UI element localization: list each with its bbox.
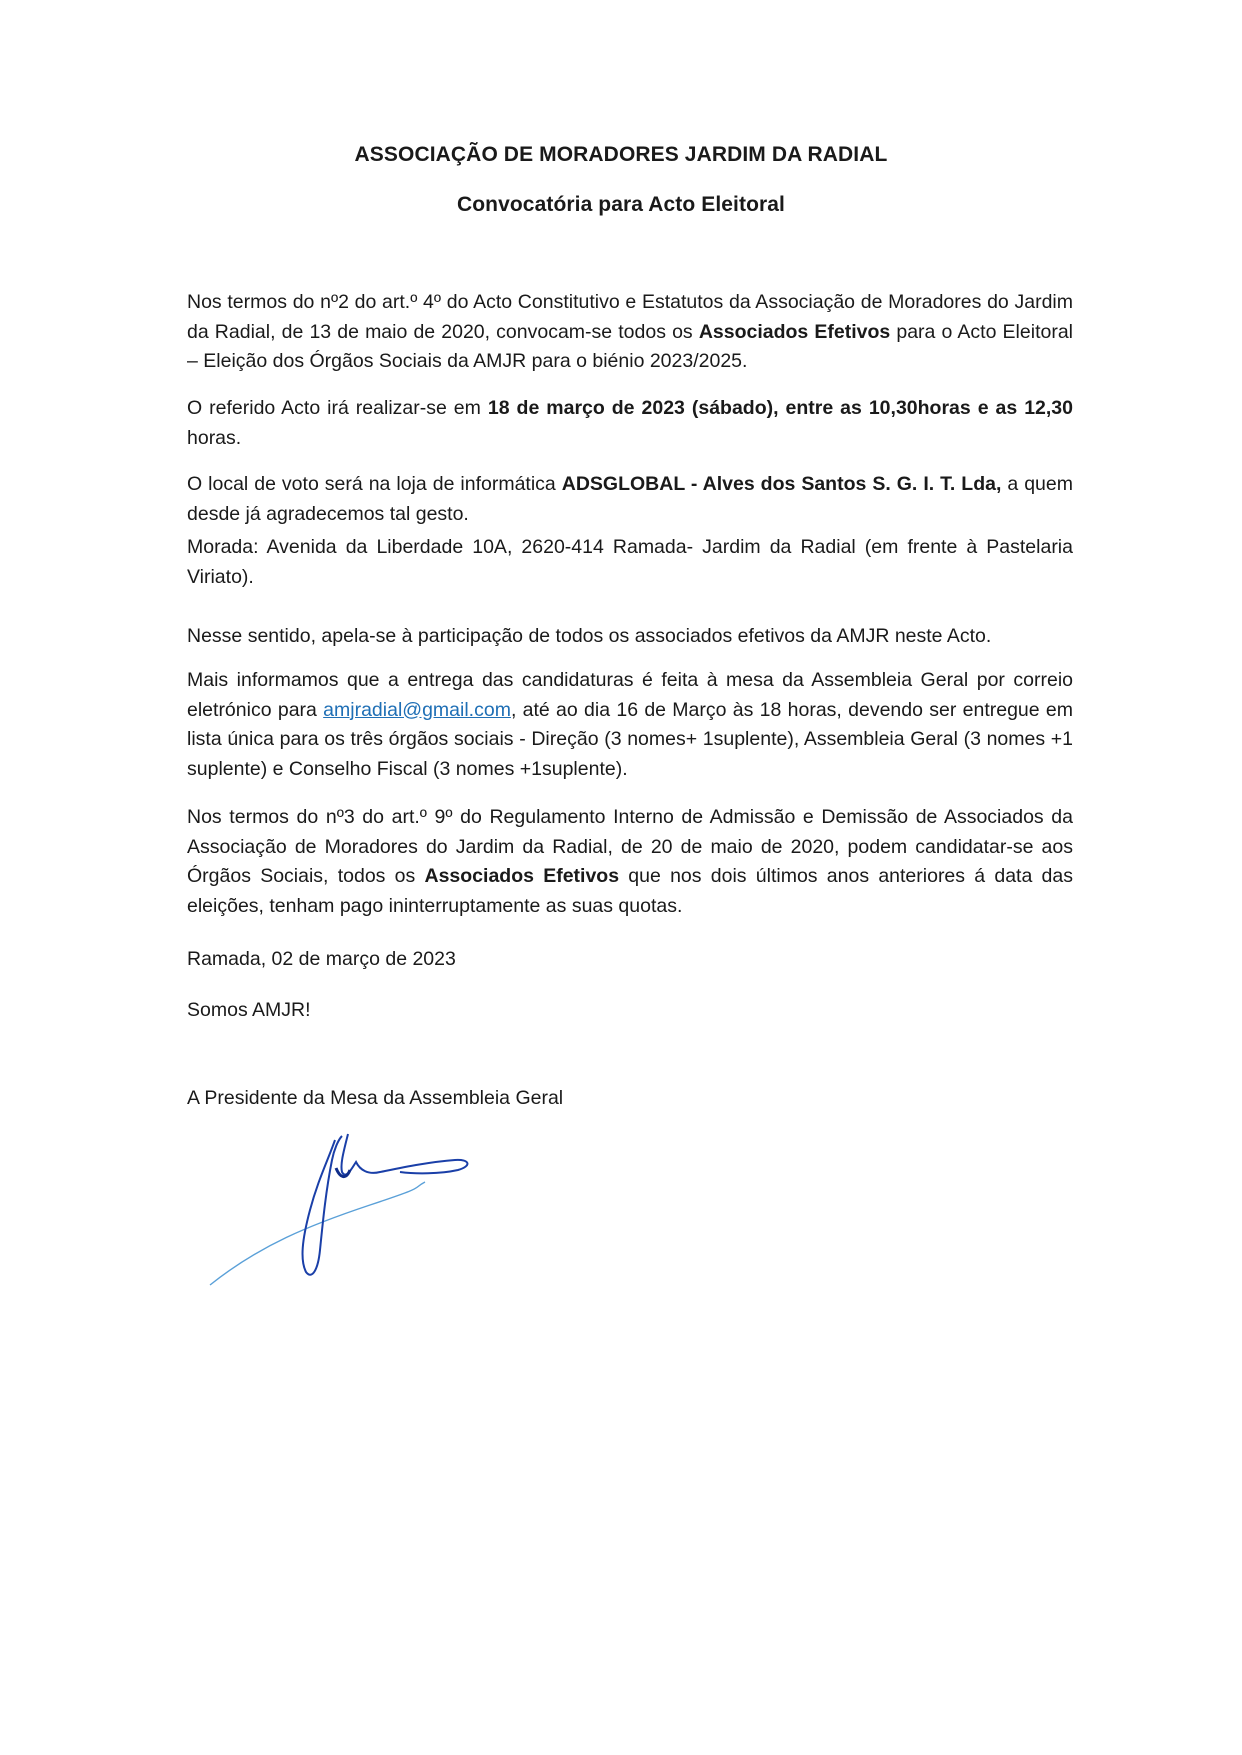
paragraph-date-time bbox=[187, 394, 1073, 453]
paragraph-appeal bbox=[187, 622, 1073, 652]
bold-text: 18 de março de 2023 (sábado), entre as 10,30horas e as 12,30 bbox=[487, 397, 1073, 419]
handwritten-signature bbox=[200, 1120, 500, 1300]
paragraph-text: Nesse sentido, apela-se à participação de todos os associados efetivos da AMJR neste Acto. bbox=[187, 625, 992, 647]
paragraph-text: horas. bbox=[187, 426, 242, 449]
paragraph-eligibility bbox=[187, 803, 1073, 921]
paragraph-text: , até ao dia 16 de Março às 18 horas, devendo ser entregue em lista única para os três órgãos sociais - Direção (3 nomes+ 1suplente), Assembleia Geral (3 nomes +1 suplente) e Conselho Fiscal (3 nomes +1suplente). bbox=[187, 698, 1073, 780]
document-subtitle: Convocatória para Acto Eleitoral bbox=[456, 193, 785, 216]
bold-text: Associados Efetivos bbox=[698, 320, 891, 343]
paragraph-convocation bbox=[187, 288, 1073, 377]
place-date: Ramada, 02 de março de 2023 bbox=[187, 948, 456, 970]
paragraph-text: Mais informamos que a entrega das candidaturas é feita à mesa da Assembleia Geral por correio eletrónico para bbox=[187, 669, 1073, 721]
paragraph-text: que nos dois últimos anos anteriores á data das eleições, tenham pago ininterruptamente as suas quotas. bbox=[187, 865, 1073, 917]
paragraph-text: para o Acto Eleitoral – Eleição dos Órgãos Sociais da AMJR para o biénio 2023/2025. bbox=[187, 320, 1073, 372]
paragraph-text: Nos termos do nº3 do art.º 9º do Regulamento Interno de Admissão e Demissão de Associados da Associação de Moradores do Jardim da Radial, de 20 de maio de 2020, podem candidatar-se aos Órgãos Sociais, todos os bbox=[187, 806, 1073, 887]
signatory-title: A Presidente da Mesa da Assembleia Geral bbox=[187, 1087, 564, 1109]
slogan: Somos AMJR! bbox=[187, 999, 311, 1021]
paragraph-text: O local de voto será na loja de informática bbox=[187, 473, 562, 495]
address-line: Morada: Avenida da Liberdade 10A, 2620-414 Ramada- Jardim da Radial (em frente à Pastelaria Viriato). bbox=[187, 536, 1073, 588]
paragraph-text: a quem desde já agradecemos tal gesto. bbox=[187, 473, 1073, 525]
paragraph-location bbox=[187, 470, 1073, 592]
email-link[interactable]: amjradial@gmail.com bbox=[323, 698, 511, 721]
paragraph-text: Nos termos do nº2 do art.º 4º do Acto Constitutivo e Estatutos da Associação de Moradores do Jardim da Radial, de 13 de maio de 2020, convocam-se todos os bbox=[187, 291, 1073, 343]
paragraph-candidatures bbox=[187, 666, 1073, 784]
bold-text: Associados Efetivos bbox=[424, 865, 620, 887]
bold-text: ADSGLOBAL - Alves dos Santos S. G. I. T. Lda, bbox=[561, 473, 1002, 495]
document-title: ASSOCIAÇÃO DE MORADORES JARDIM DA RADIAL bbox=[354, 143, 888, 166]
paragraph-text: O referido Acto irá realizar-se em bbox=[187, 397, 488, 419]
